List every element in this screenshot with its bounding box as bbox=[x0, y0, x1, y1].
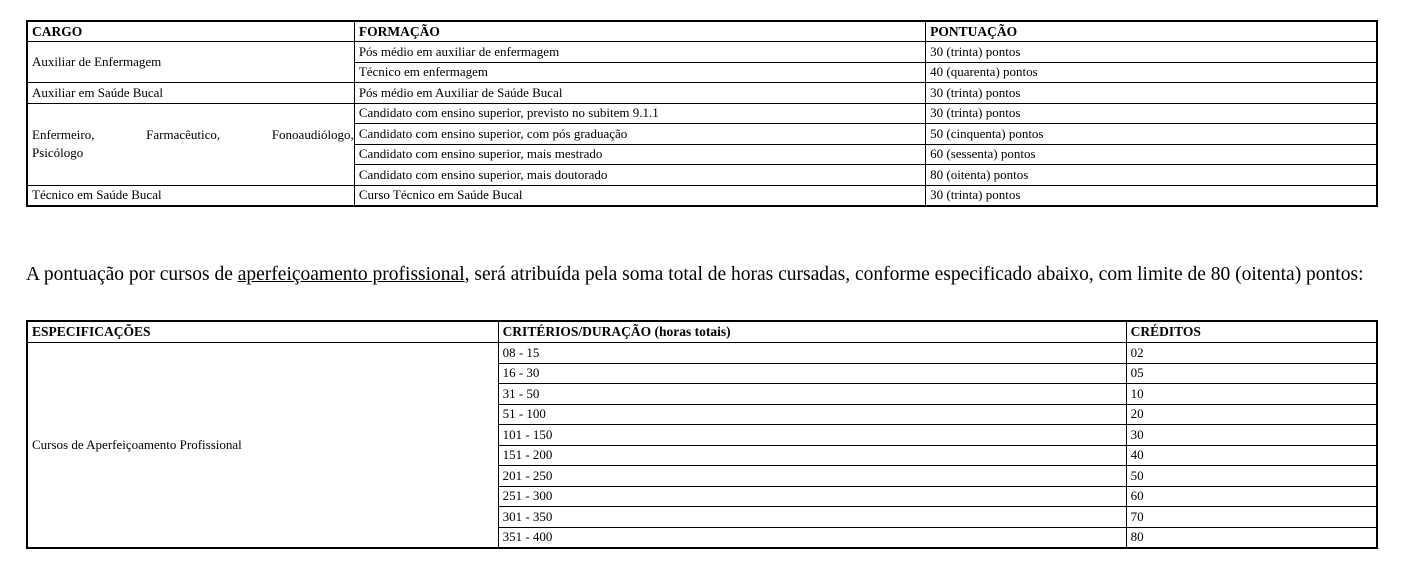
header-pontuacao: PONTUAÇÃO bbox=[926, 21, 1377, 42]
cargo-line-2: Psicólogo bbox=[32, 145, 84, 160]
creditos-cell: 30 bbox=[1126, 425, 1377, 446]
pontuacao-cell: 80 (oitenta) pontos bbox=[926, 165, 1377, 186]
aperfeicoamento-creditos-table bbox=[26, 320, 1378, 549]
pontuacao-cell: 30 (trinta) pontos bbox=[926, 83, 1377, 104]
creditos-cell: 20 bbox=[1126, 404, 1377, 425]
pontuacao-cell: 60 (sessenta) pontos bbox=[926, 144, 1377, 165]
formacao-cell: Curso Técnico em Saúde Bucal bbox=[354, 185, 925, 206]
formacao-cell: Pós médio em auxiliar de enfermagem bbox=[354, 42, 925, 63]
cargo-cell bbox=[27, 103, 354, 185]
pontuacao-cell: 50 (cinquenta) pontos bbox=[926, 124, 1377, 145]
table-row bbox=[27, 103, 1377, 124]
formacao-cell: Pós médio em Auxiliar de Saúde Bucal bbox=[354, 83, 925, 104]
paragraph-text-before: A pontuação por cursos de bbox=[26, 263, 238, 285]
formacao-cell: Candidato com ensino superior, com pós graduação bbox=[354, 124, 925, 145]
pontuacao-cell: 30 (trinta) pontos bbox=[926, 42, 1377, 63]
pontuacao-cell: 30 (trinta) pontos bbox=[926, 185, 1377, 206]
pontuacao-cell: 40 (quarenta) pontos bbox=[926, 62, 1377, 83]
duracao-cell: 31 - 50 bbox=[498, 384, 1126, 405]
body-paragraph bbox=[26, 262, 1378, 288]
duracao-cell: 201 - 250 bbox=[498, 466, 1126, 487]
cargo-cell: Auxiliar de Enfermagem bbox=[27, 42, 354, 83]
duracao-cell: 251 - 300 bbox=[498, 486, 1126, 507]
table-row bbox=[27, 185, 1377, 206]
table-row bbox=[27, 343, 1377, 364]
creditos-cell: 40 bbox=[1126, 445, 1377, 466]
duracao-cell: 16 - 30 bbox=[498, 363, 1126, 384]
creditos-cell: 50 bbox=[1126, 466, 1377, 487]
cargo-word: Enfermeiro, bbox=[32, 127, 95, 142]
cargo-cell: Técnico em Saúde Bucal bbox=[27, 185, 354, 206]
duracao-cell: 351 - 400 bbox=[498, 527, 1126, 548]
formacao-cell: Candidato com ensino superior, mais doutorado bbox=[354, 165, 925, 186]
cargo-line-1 bbox=[32, 126, 354, 144]
cargo-pontuacao-table bbox=[26, 20, 1378, 207]
paragraph-text-after: , será atribuída pela soma total de horas cursadas, conforme especificado abaixo, com limite de 80 (oitenta) pontos: bbox=[464, 263, 1364, 285]
formacao-cell: Candidato com ensino superior, previsto no subitem 9.1.1 bbox=[354, 103, 925, 124]
table-header-row bbox=[27, 21, 1377, 42]
header-especificacoes: ESPECIFICAÇÕES bbox=[27, 321, 498, 343]
creditos-cell: 10 bbox=[1126, 384, 1377, 405]
pontuacao-cell: 30 (trinta) pontos bbox=[926, 103, 1377, 124]
creditos-cell: 60 bbox=[1126, 486, 1377, 507]
duracao-cell: 51 - 100 bbox=[498, 404, 1126, 425]
header-criterios-duracao: CRITÉRIOS/DURAÇÃO (horas totais) bbox=[498, 321, 1126, 343]
duracao-cell: 301 - 350 bbox=[498, 507, 1126, 528]
paragraph-underlined-term: aperfeiçoamento profissional bbox=[237, 263, 465, 285]
creditos-cell: 05 bbox=[1126, 363, 1377, 384]
especificacao-cell: Cursos de Aperfeiçoamento Profissional bbox=[27, 343, 498, 549]
creditos-cell: 02 bbox=[1126, 343, 1377, 364]
header-formacao: FORMAÇÃO bbox=[354, 21, 925, 42]
header-creditos: CRÉDITOS bbox=[1126, 321, 1377, 343]
formacao-cell: Candidato com ensino superior, mais mestrado bbox=[354, 144, 925, 165]
table-row bbox=[27, 42, 1377, 63]
table-row bbox=[27, 83, 1377, 104]
cargo-word: Farmacêutico, bbox=[146, 127, 221, 142]
duracao-cell: 101 - 150 bbox=[498, 425, 1126, 446]
table-header-row bbox=[27, 321, 1377, 343]
creditos-cell: 80 bbox=[1126, 527, 1377, 548]
formacao-cell: Técnico em enfermagem bbox=[354, 62, 925, 83]
header-cargo: CARGO bbox=[27, 21, 354, 42]
cargo-word: Fonoaudiólogo, bbox=[271, 127, 354, 142]
duracao-cell: 08 - 15 bbox=[498, 343, 1126, 364]
creditos-cell: 70 bbox=[1126, 507, 1377, 528]
duracao-cell: 151 - 200 bbox=[498, 445, 1126, 466]
cargo-cell: Auxiliar em Saúde Bucal bbox=[27, 83, 354, 104]
